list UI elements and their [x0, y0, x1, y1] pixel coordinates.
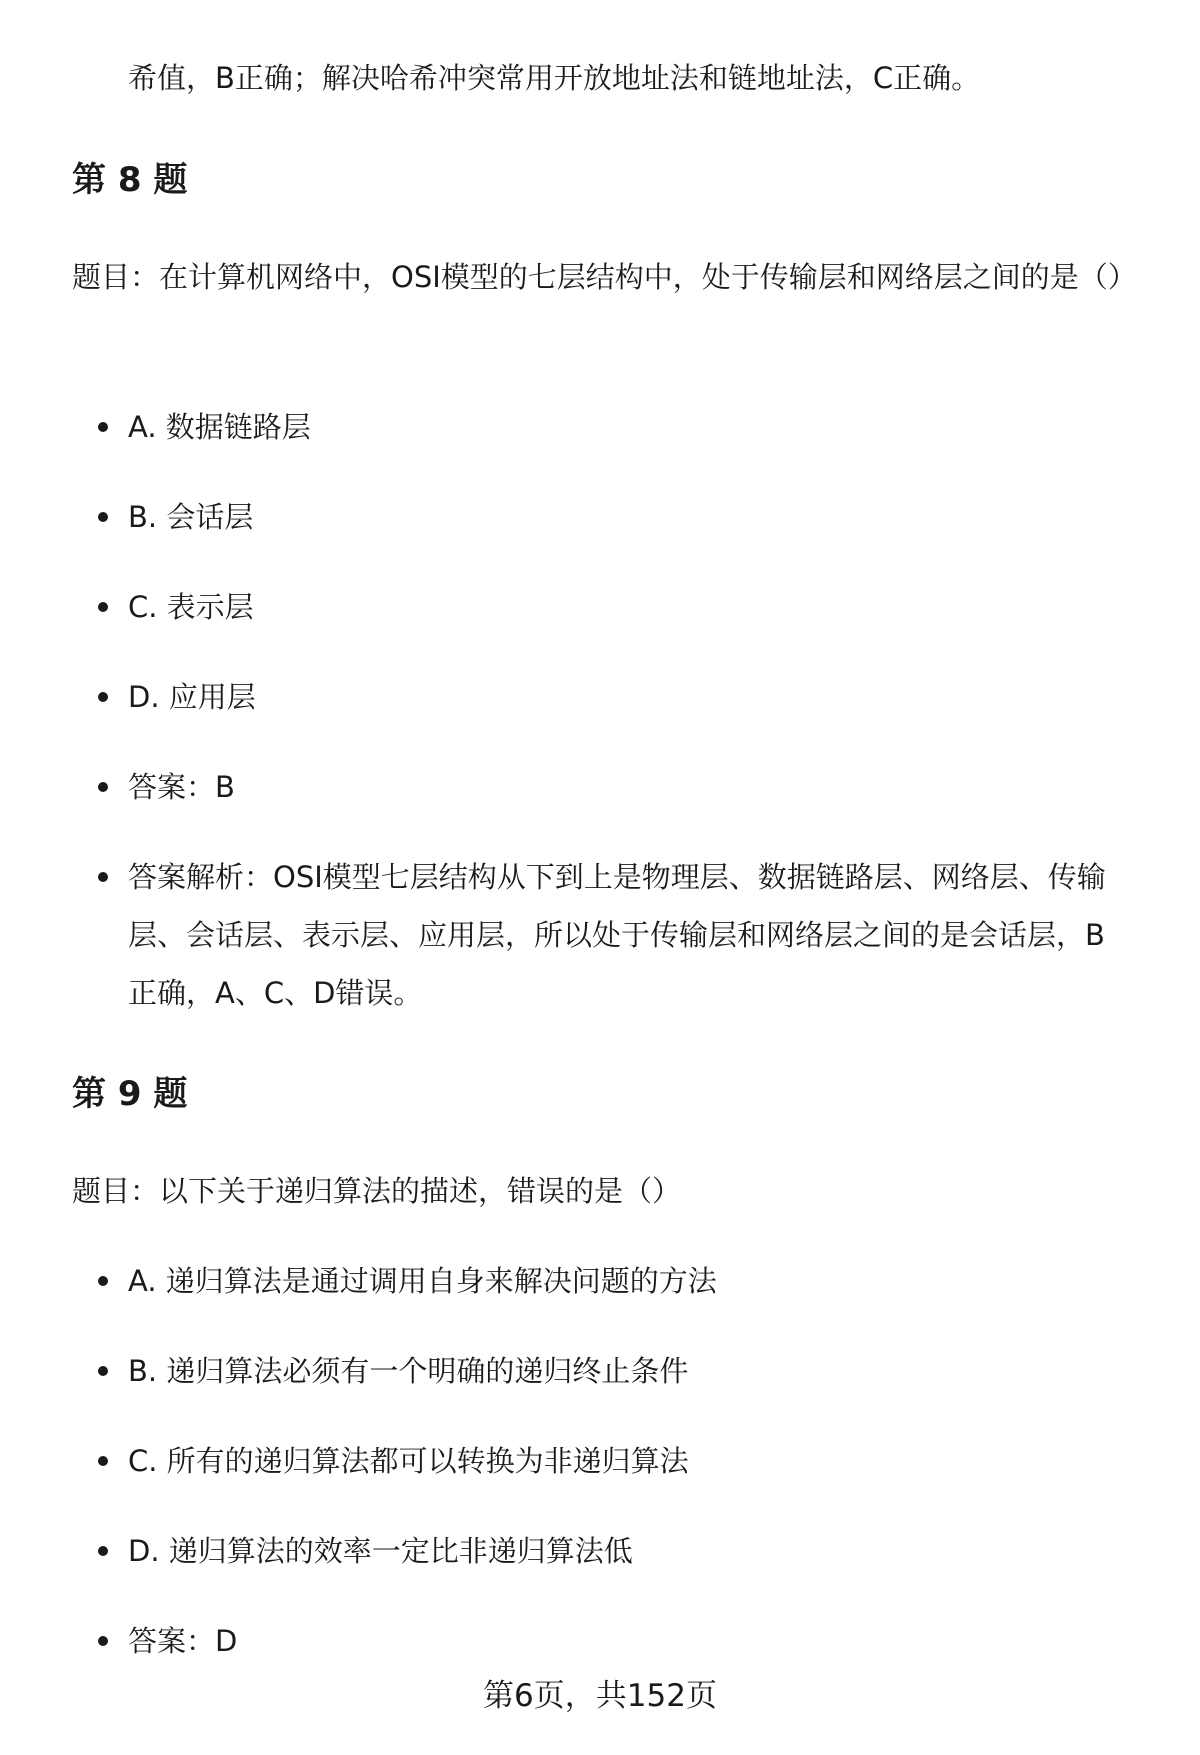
question-9-option-c — [0, 1432, 1200, 1490]
explanation-text: 答案解析：OSI模型七层结构从下到上是物理层、数据链路层、网络层、传输层、会话层、表示层、应用层，所以处于传输层和网络层之间的是会话层，B正确，A、C、D错误。 — [128, 860, 1106, 1010]
option-text: D. 递归算法的效率一定比非递归算法低 — [128, 1534, 633, 1568]
question-8-heading: 第 8 题 — [72, 160, 188, 200]
question-9-options — [0, 1252, 1200, 1702]
option-text: B. 会话层 — [128, 500, 254, 534]
question-8-explanation — [0, 848, 1200, 1022]
option-text: A. 数据链路层 — [128, 410, 311, 444]
option-text: A. 递归算法是通过调用自身来解决问题的方法 — [128, 1264, 717, 1298]
question-8-option-a — [0, 398, 1200, 456]
option-text: C. 所有的递归算法都可以转换为非递归算法 — [128, 1444, 689, 1478]
question-9-heading: 第 9 题 — [72, 1074, 188, 1114]
answer-text: 答案：B — [128, 770, 235, 804]
question-8-option-b — [0, 488, 1200, 546]
question-8-answer — [0, 758, 1200, 816]
bullet-icon — [98, 782, 108, 792]
question-9-option-a — [0, 1252, 1200, 1310]
question-9-stem: 题目：以下关于递归算法的描述，错误的是（） — [72, 1174, 682, 1208]
question-8-options — [0, 398, 1200, 1054]
bullet-icon — [98, 1276, 108, 1286]
question-9-option-b — [0, 1342, 1200, 1400]
bullet-icon — [98, 1456, 108, 1466]
question-8-option-c — [0, 578, 1200, 636]
bullet-icon — [98, 872, 108, 882]
bullet-icon — [98, 1366, 108, 1376]
bullet-icon — [98, 512, 108, 522]
question-8-option-d — [0, 668, 1200, 726]
continuation-text: 希值，B正确；解决哈希冲突常用开放地址法和链地址法，C正确。 — [128, 61, 981, 95]
page-number-footer: 第6页，共152页 — [483, 1678, 717, 1714]
bullet-icon — [98, 692, 108, 702]
option-text: B. 递归算法必须有一个明确的递归终止条件 — [128, 1354, 689, 1388]
bullet-icon — [98, 1636, 108, 1646]
option-text: D. 应用层 — [128, 680, 256, 714]
bullet-icon — [98, 602, 108, 612]
bullet-icon — [98, 422, 108, 432]
question-9-answer — [0, 1612, 1200, 1670]
question-9-option-d — [0, 1522, 1200, 1580]
bullet-icon — [98, 1546, 108, 1556]
option-text: C. 表示层 — [128, 590, 254, 624]
answer-text: 答案：D — [128, 1624, 238, 1658]
question-8-stem: 题目：在计算机网络中，OSI模型的七层结构中，处于传输层和网络层之间的是（） — [72, 260, 1137, 294]
